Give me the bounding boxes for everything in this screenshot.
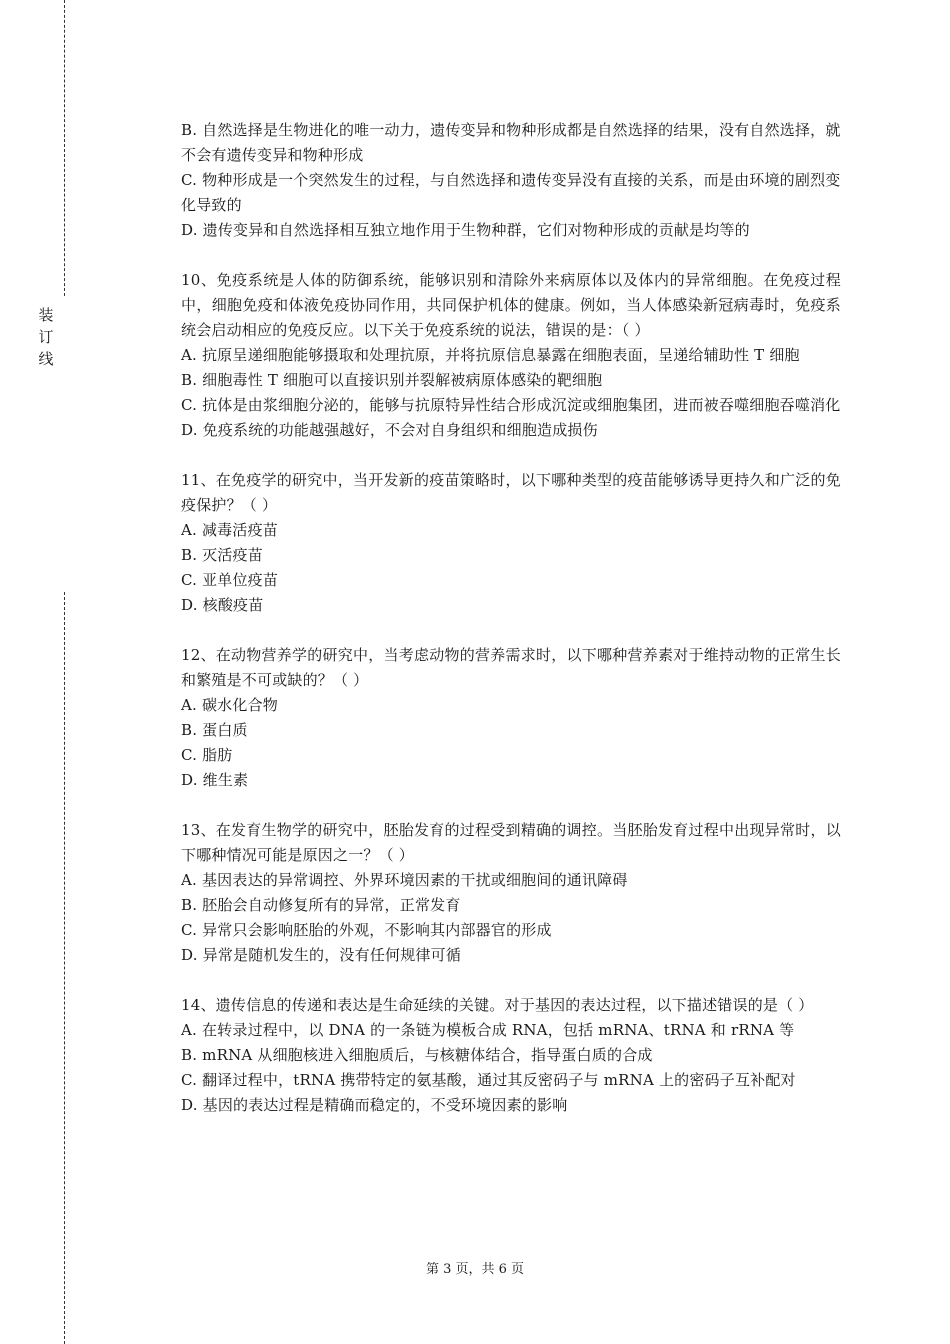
binding-dashed-line-top bbox=[64, 0, 65, 296]
option: B. 蛋白质 bbox=[181, 721, 248, 739]
question-12 bbox=[181, 643, 841, 793]
option: B. 自然选择是生物进化的唯一动力，遗传变异和物种形成都是自然选择的结果，没有自然选择，就不会有遗传变异和物种形成 bbox=[181, 121, 841, 164]
question-11 bbox=[181, 468, 841, 618]
option: D. 异常是随机发生的，没有任何规律可循 bbox=[181, 946, 462, 964]
option: C. 抗体是由浆细胞分泌的，能够与抗原特异性结合形成沉淀或细胞集团，进而被吞噬细胞吞噬消化 bbox=[181, 396, 841, 414]
option: A. 抗原呈递细胞能够摄取和处理抗原，并将抗原信息暴露在细胞表面，呈递给辅助性 T 细胞 bbox=[181, 346, 800, 364]
question-13 bbox=[181, 818, 841, 968]
option: A. 基因表达的异常调控、外界环境因素的干扰或细胞间的通讯障碍 bbox=[181, 871, 628, 889]
option: C. 异常只会影响胚胎的外观，不影响其内部器官的形成 bbox=[181, 921, 552, 939]
binding-dashed-line-bottom bbox=[64, 592, 65, 1344]
question-stem: 10、免疫系统是人体的防御系统，能够识别和清除外来病原体以及体内的异常细胞。在免疫过程中，细胞免疫和体液免疫协同作用，共同保护机体的健康。例如，当人体感染新冠病毒时，免疫系统会启动相应的免疫反应。以下关于免疫系统的说法，错误的是：（ ） bbox=[181, 271, 841, 339]
question-10 bbox=[181, 268, 841, 443]
binding-label bbox=[36, 304, 56, 370]
option: C. 脂肪 bbox=[181, 746, 233, 764]
option: B. 胚胎会自动修复所有的异常，正常发育 bbox=[181, 896, 461, 914]
option: D. 基因的表达过程是精确而稳定的，不受环境因素的影响 bbox=[181, 1096, 568, 1114]
question-stem: 14、遗传信息的传递和表达是生命延续的关键。对于基因的表达过程，以下描述错误的是（ ） bbox=[181, 996, 814, 1014]
option: A. 减毒活疫苗 bbox=[181, 521, 278, 539]
option: C. 亚单位疫苗 bbox=[181, 571, 279, 589]
question-stem: 12、在动物营养学的研究中，当考虑动物的营养需求时，以下哪种营养素对于维持动物的正常生长和繁殖是不可或缺的？（ ） bbox=[181, 646, 841, 689]
page-number-footer: 第 3 页，共 6 页 bbox=[425, 1262, 525, 1277]
option: B. 细胞毒性 T 细胞可以直接识别并裂解被病原体感染的靶细胞 bbox=[181, 371, 603, 389]
question-stem: 13、在发育生物学的研究中，胚胎发育的过程受到精确的调控。当胚胎发育过程中出现异常时，以下哪种情况可能是原因之一？（ ） bbox=[181, 821, 841, 864]
exam-content bbox=[181, 118, 841, 1143]
binding-label-char: 装 bbox=[38, 306, 54, 324]
option: A. 碳水化合物 bbox=[181, 696, 278, 714]
option: D. 维生素 bbox=[181, 771, 249, 789]
option: D. 遗传变异和自然选择相互独立地作用于生物种群，它们对物种形成的贡献是均等的 bbox=[181, 221, 750, 239]
binding-label-char: 订 bbox=[38, 328, 54, 346]
option: C. 翻译过程中，tRNA 携带特定的氨基酸，通过其反密码子与 mRNA 上的密码子互补配对 bbox=[181, 1071, 796, 1089]
option: D. 核酸疫苗 bbox=[181, 596, 264, 614]
option: A. 在转录过程中，以 DNA 的一条链为模板合成 RNA，包括 mRNA、tRNA 和 rRNA 等 bbox=[181, 1021, 795, 1039]
binding-label-char: 线 bbox=[38, 350, 54, 368]
option: B. 灭活疫苗 bbox=[181, 546, 263, 564]
question-9-continued bbox=[181, 118, 841, 243]
option: D. 免疫系统的功能越强越好，不会对自身组织和细胞造成损伤 bbox=[181, 421, 598, 439]
question-14 bbox=[181, 993, 841, 1118]
question-stem: 11、在免疫学的研究中，当开发新的疫苗策略时，以下哪种类型的疫苗能够诱导更持久和广泛的免疫保护？（ ） bbox=[181, 471, 841, 514]
option: B. mRNA 从细胞核进入细胞质后，与核糖体结合，指导蛋白质的合成 bbox=[181, 1046, 653, 1064]
option: C. 物种形成是一个突然发生的过程，与自然选择和遗传变异没有直接的关系，而是由环境的剧烈变化导致的 bbox=[181, 171, 841, 214]
